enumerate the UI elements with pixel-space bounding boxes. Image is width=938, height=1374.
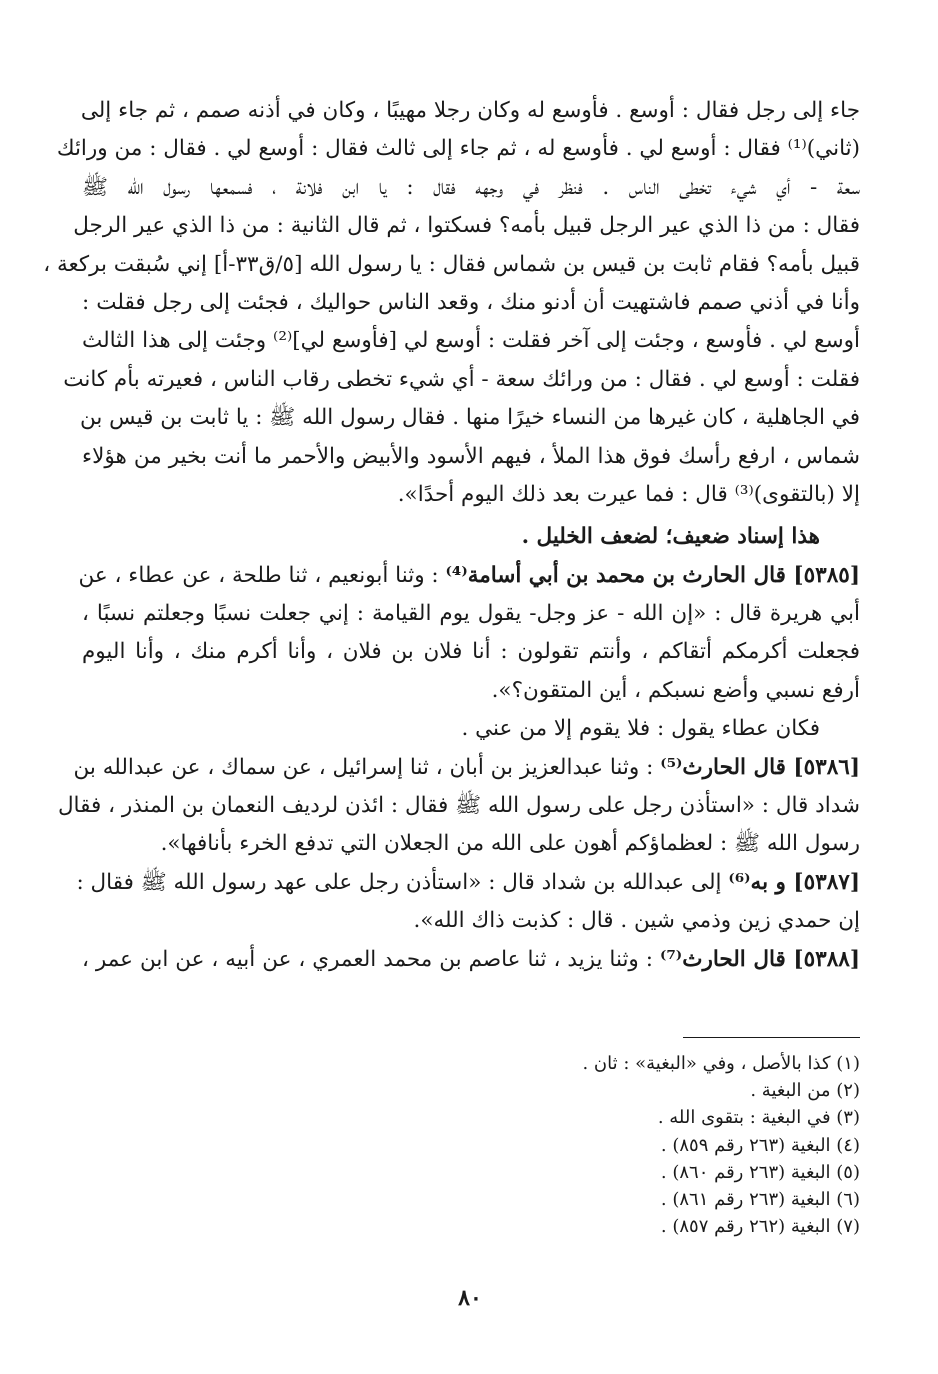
hadith-5387 [76, 864, 860, 941]
text-line: إن حمدي زين وذمي شين . قال : كذبت ذاك الله». [413, 908, 860, 934]
hadith-first-line [76, 864, 860, 902]
hadith-heading: [٥٣٨٧] و به⁽⁶⁾ [728, 869, 860, 895]
text-line: (ثاني)⁽¹⁾ فقال : أوسع لي . فأوسع له ، ثم جاء إلى ثالث فقال : أوسع لي . فقال : من ورائك [56, 136, 860, 162]
footnote-item: (١) كذا بالأصل ، وفي «البغية» : ثان . [582, 1053, 860, 1074]
text-line: فقلت : أوسع لي . فقال : من ورائك سعة - أي شيء تخطى رقاب الناس ، فعيرته بأم كانت [63, 366, 860, 392]
text-line: إلا (بالتقوى)⁽³⁾ قال : فما عيرت بعد ذلك اليوم أحدًا». [397, 481, 860, 507]
hadith-first-line [82, 941, 860, 979]
text-line: رسول الله ﷺ : لعظماؤكم أهون على الله من الجعلان التي تدفع الخرء بأنافها». [160, 831, 860, 857]
text-line: شداد قال : «استأذن رجل على رسول الله ﷺ فقال : ائذن لرديف النعمان بن المنذر ، فقال [57, 793, 860, 819]
hadith-heading: [٥٣٨٥] قال الحارث بن محمد بن أبي أسامة⁽⁴⁾ [445, 562, 860, 588]
page-body [43, 92, 861, 979]
text-line: أبي هريرة قال : «إن الله - عز وجل- يقول يوم القيامة : إني جعلت نسبًا وجعلتم نسبًا ، [82, 601, 860, 627]
footnote-item: (٧) البغية (٢٦٢ رقم ٨٥٧) . [660, 1216, 860, 1238]
footnotes [200, 1050, 860, 1240]
text-line: شماس ، ارفع رأسك فوق هذا الملأ ، فيهم الأسود والأبيض والأحمر ما أنت بخير من هؤلاء [82, 443, 860, 469]
footnote-divider [683, 1037, 860, 1038]
text-line: في الجاهلية ، كان غيرها من النساء خيرًا منها . فقال رسول الله ﷺ : يا ثابت بن قيس بن [80, 405, 860, 431]
hadith-first-rest: إلى عبدالله بن شداد قال : «استأذن رجل على عهد رسول الله ﷺ فقال : [76, 869, 722, 895]
text-line: فقال : من ذا الذي عير الرجل قبيل بأمه؟ فسكتوا ، ثم قال الثانية : من ذا الذي عير الرجل [73, 213, 860, 239]
hadith-first-rest: : وثنا أبونعيم ، ثنا طلحة ، عن عطاء ، عن [78, 562, 439, 588]
hadith-5386 [57, 749, 860, 864]
footnote-item: (٣) في البغية : بتقوى الله . [657, 1107, 860, 1129]
hadith-text-continued [43, 92, 861, 514]
footnote-item: (٦) البغية (٢٦٣ رقم ٨٦١) . [660, 1188, 860, 1210]
page-number: ٨٠ [458, 1285, 482, 1311]
text-line: قبيل بأمه؟ فقام ثابت بن قيس بن شماس فقال : يا رسول الله [٥/ق٣٣-أ] إني سُبقت بركعة ، [43, 251, 860, 277]
footnote-item: (٤) البغية (٢٦٣ رقم ٨٥٩) . [660, 1134, 860, 1156]
text-line: سعة - أي شيء تخطى الناس . فنظر في وجهه فقال : يا ابن فلانة ، فسمعها رسول الله ﷺ [82, 174, 860, 200]
hadith-first-rest: : وثنا عبدالعزيز بن أبان ، ثنا إسرائيل ، عن سماك ، عن عبدالله بن [73, 754, 654, 780]
hadith-heading: [٥٣٨٨] قال الحارث⁽⁷⁾ [659, 946, 860, 972]
text-line: وأنا في أذني صمم فاشتهيت أن أدنو منك ، وقعد الناس حواليك ، فجئت إلى رجل فقلت : [82, 289, 860, 315]
hadith-heading: [٥٣٨٦] قال الحارث⁽⁵⁾ [660, 754, 860, 780]
narrator-note: فكان عطاء يقول : فلا يقوم إلا من عني . [461, 716, 820, 742]
hadith-first-rest: : وثنا يزيد ، ثنا عاصم بن محمد العمري ، عن أبيه ، عن ابن عمر ، [82, 946, 654, 972]
footnote-item: (٥) البغية (٢٦٣ رقم ٨٦٠) . [660, 1161, 860, 1183]
hadith-5385 [78, 557, 860, 749]
footnote-item: (٢) من البغية . [750, 1080, 860, 1102]
text-line: جاء إلى رجل فقال : أوسع . فأوسع له وكان رجلا مهيبًا ، وكان في أذنه صمم ، ثم جاء إلى [80, 98, 860, 123]
text-line: فجعلت أكرمكم أتقاكم ، وأنتم تقولون : أنا فلان بن فلان ، وأنا أكرم منك ، وأنا اليوم [82, 639, 860, 665]
text-line: أوسع لي . فأوسع ، وجئت إلى آخر فقلت : أوسع لي [فأوسع لي]⁽²⁾ وجئت إلى هذا الثالث [82, 328, 861, 354]
text-line: أرفع نسبي وأضع نسبكم ، أين المتقون؟». [491, 677, 860, 703]
hadith-5388 [82, 941, 860, 979]
grade-statement: هذا إسناد ضعيف؛ لضعف الخليل . [521, 524, 820, 550]
hadith-first-line [78, 557, 860, 595]
hadith-first-line [73, 749, 860, 787]
